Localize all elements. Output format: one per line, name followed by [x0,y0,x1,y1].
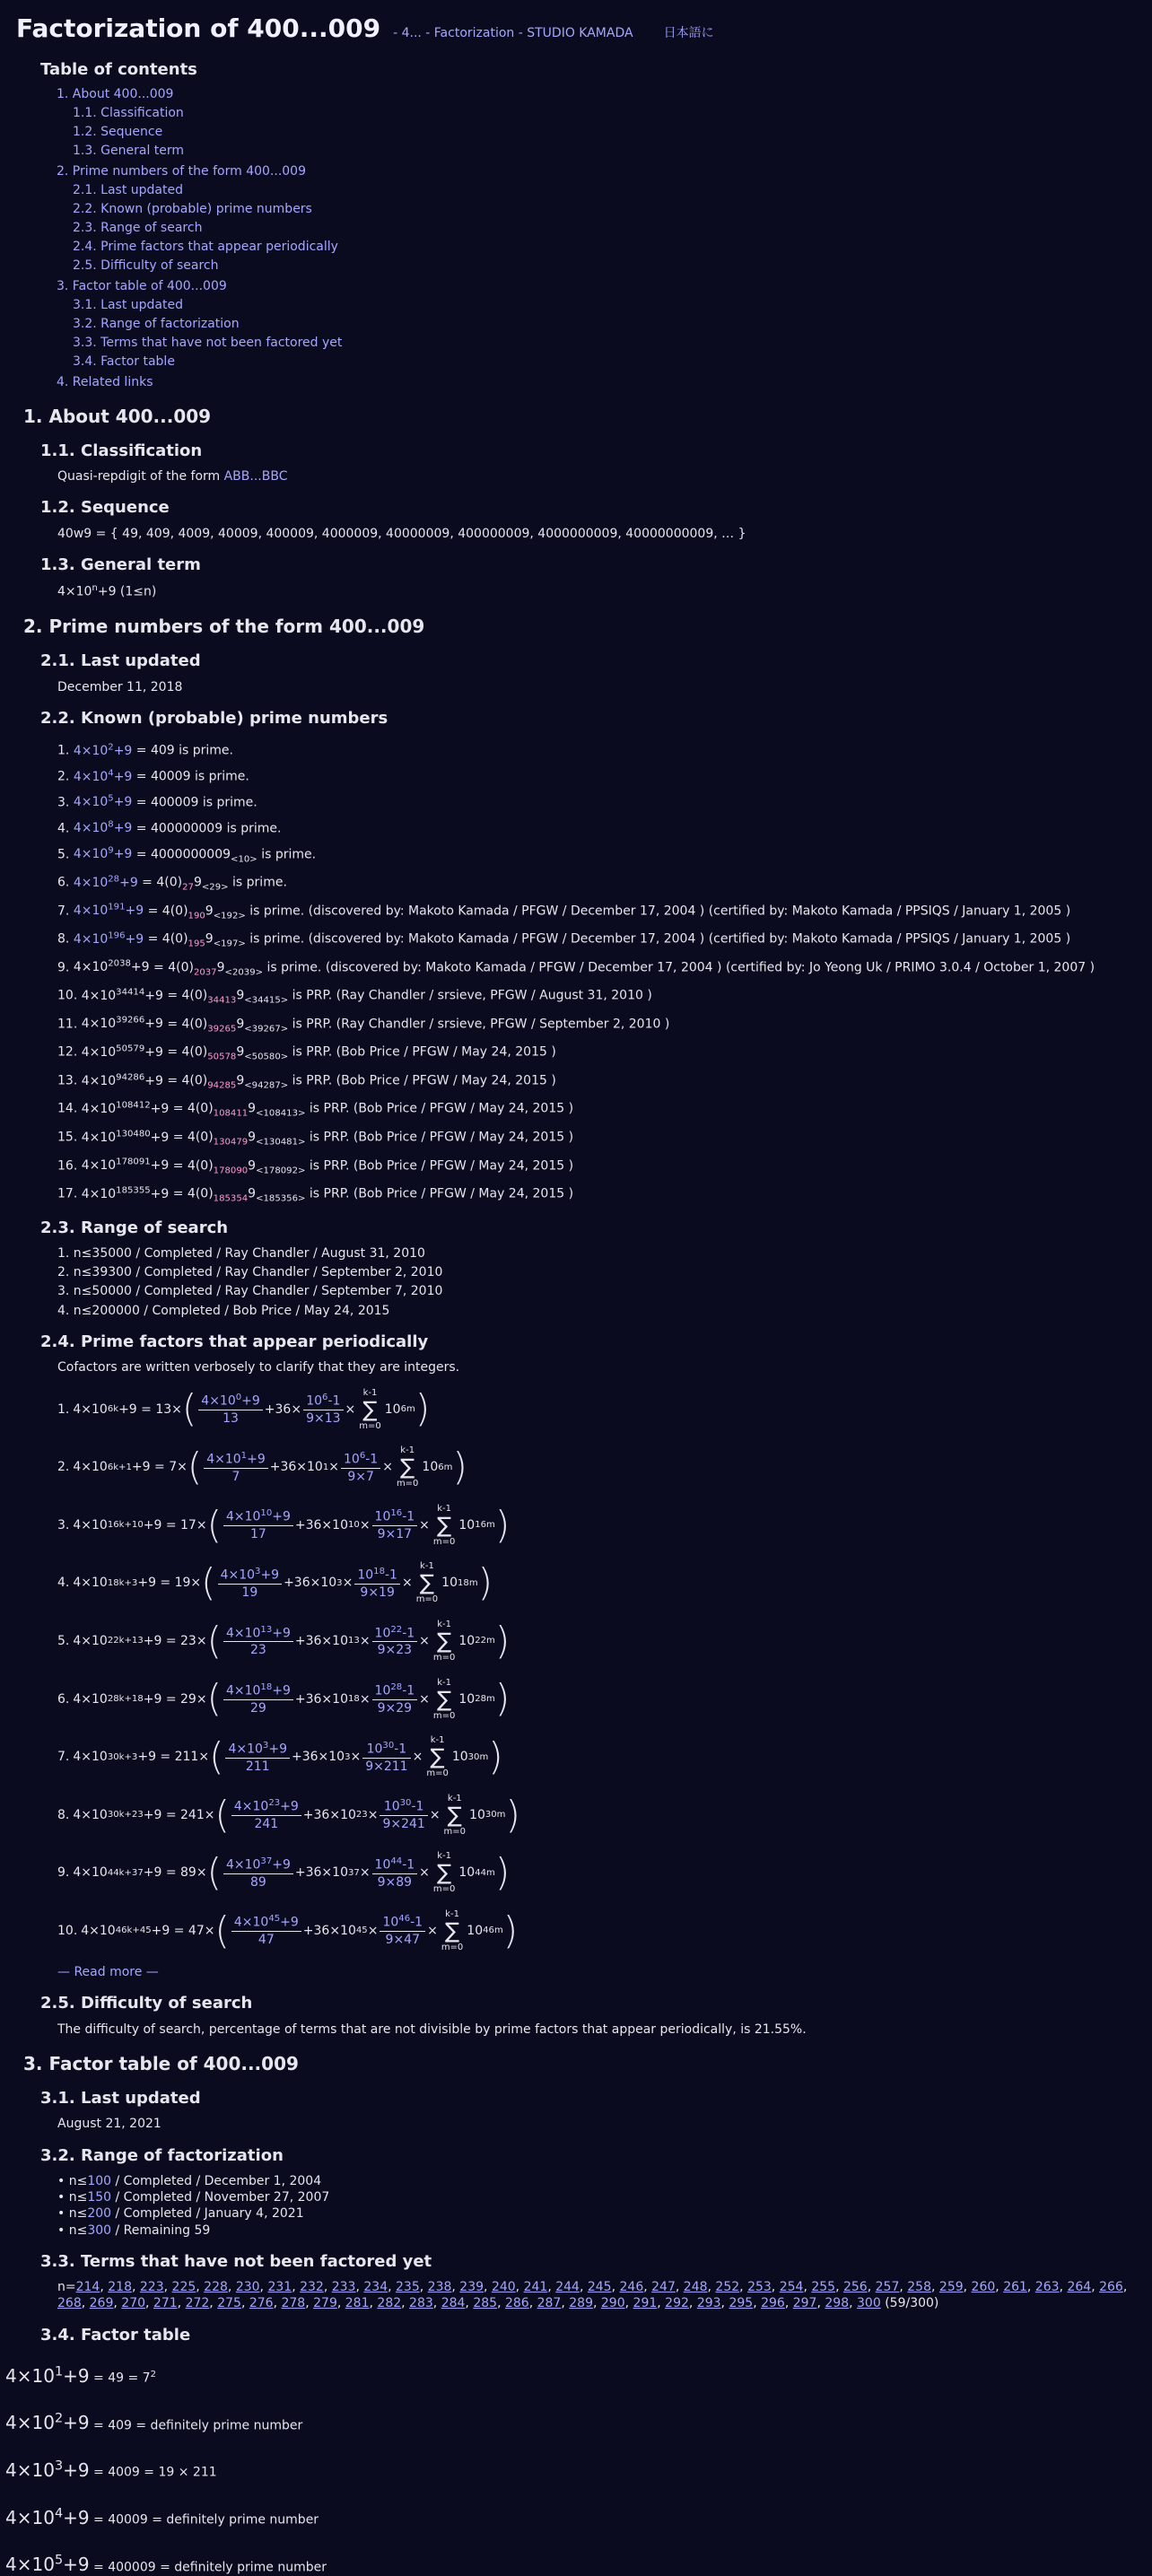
section-title: 3. Factor table of 400...009 [23,2053,299,2075]
last-updated-date: December 11, 2018 [57,679,183,694]
unfactored-term-link[interactable]: 258 [907,2280,931,2295]
close-paren: ) [505,1792,520,1837]
fraction[interactable]: $\frac{10^{30}-1}{9\times 241}$ [380,1797,427,1832]
page-header [0,0,1152,50]
unfactored-term-link[interactable]: 218 [108,2280,132,2295]
unfactored-term-link[interactable]: 297 [792,2296,817,2311]
digit-count: <197> [213,939,246,949]
list-item: 2. $4\times 10^4+9 = 40009$ is prime. [57,767,249,784]
search-range-list [57,1245,1152,1319]
unfactored-term-link[interactable]: 269 [89,2296,114,2311]
last-updated-date: August 21, 2021 [57,2117,161,2132]
fraction[interactable]: $\frac{10^{22}-1}{9\times 23}$ [372,1624,418,1659]
classification-link[interactable]: ABB...BBC [223,469,288,485]
unfactored-term-link[interactable]: 246 [619,2280,644,2295]
zero-count: 34413 [207,995,237,1006]
digit-count: <10> [231,853,257,864]
zero-count: 39265 [207,1024,237,1035]
toc-item-link[interactable]: 3.1. Last updated [73,297,183,312]
prime-expression: $4\times 10^{34414}+9$ [81,987,163,1003]
digit-count: <2039> [224,967,264,978]
unfactored-term-link[interactable]: 285 [473,2296,498,2311]
fraction[interactable]: $\frac{10^{46}-1}{9\times 47}$ [380,1913,425,1948]
list-item: 11. $4\times 10^{39266}+9 = 4(0)_{39265}9_{<39267>}$ is PRP. (Ray Chandler / srsieve, PFGW / September 2, 2010 ) [57,1015,670,1035]
sigma-symbol: k-1 ∑ m=0 [432,1677,456,1721]
unfactored-term-link[interactable]: 275 [217,2296,241,2311]
list-item: 15. $4\times 10^{130480}+9 = 4(0)_{130479}9_{<130481>}$ is PRP. (Bob Price / PFGW / May 24, 2015 ) [57,1128,574,1148]
range-link[interactable]: 300 [87,2222,112,2238]
prime-expression[interactable]: $4\times 10^2+9$ [73,742,133,758]
zero-count: 2037 [193,967,217,978]
zero-count: 50578 [207,1052,237,1062]
section-title: 1. About 400...009 [23,405,212,427]
open-paren: ( [201,1560,216,1605]
periodic-factor: 9. 4×10 44k+37 +9 = 89× ( $\frac{4\times 10^{37}+9}{89}$ +36×10 37 × $\frac{10^{44}-1}{9\times 89}$ × k-1 ∑ m=0 10 44m ) [57,1848,1152,1898]
fraction[interactable]: $\frac{4\times 10^{23}+9}{241}$ [231,1797,301,1832]
unfactored-term-link[interactable]: 232 [300,2280,324,2295]
unfactored-term-link[interactable]: 248 [683,2280,708,2295]
list-item: 5. $4\times 10^9+9 = 4000000009_{<10>}$ is prime. [57,845,317,864]
known-primes-list [57,741,1152,1204]
unfactored-term-link[interactable]: 261 [1003,2280,1027,2295]
general-term: $4\times 10^n+9$ (1≤n) [57,583,157,599]
periodic-factor: 2. 4×10 6k+1 +9 = 7× ( $\frac{4\times 10^1+9}{7}$ +36×10 1 × $\frac{10^6-1}{9\times 7}$ × k-1 ∑ m=0 10 6m ) [57,1443,1152,1492]
unfactored-term-link[interactable]: 296 [761,2296,785,2311]
digit-count: <185356> [256,1193,306,1204]
prime-expression: $4\times 10^{94286}+9$ [81,1071,163,1088]
sigma-symbol: k-1 ∑ m=0 [443,1793,467,1837]
unfactored-term-link[interactable]: 228 [204,2280,228,2295]
list-item: • n≤200 / Completed / January 4, 2021 [57,2206,304,2222]
unfactored-term-link[interactable]: 278 [281,2296,306,2311]
unfactored-term-link[interactable]: 256 [842,2280,868,2295]
section-title: 2. Prime numbers of the form 400...009 [23,616,425,638]
list-item: • n≤300 / Remaining 59 [57,2222,211,2238]
fraction[interactable]: $\frac{4\times 10^{37}+9}{89}$ [223,1856,293,1891]
periodic-factor: 3. 4×10 16k+10 +9 = 17× ( $\frac{4\times 10^{10}+9}{17}$ +36×10 10 × $\frac{10^{16}-1}{9\times 17}$ × k-1 ∑ m=0 10 16m ) [57,1501,1152,1550]
prime-expression[interactable]: $4\times 10^5+9$ [73,793,133,810]
subsection-title: 2.3. Range of search [40,1218,229,1237]
fraction[interactable]: $\frac{4\times 10^3+9}{19}$ [218,1566,283,1601]
sigma-symbol: k-1 ∑ m=0 [432,1503,456,1547]
zero-count: 195 [188,939,205,949]
sigma-symbol: k-1 ∑ m=0 [359,1387,381,1431]
fraction[interactable]: $\frac{4\times 10^{10}+9}{17}$ [223,1507,293,1542]
unfactored-term-link[interactable]: 233 [331,2280,356,2295]
list-item: 17. $4\times 10^{185355}+9 = 4(0)_{185354}9_{<185356>}$ is PRP. (Bob Price / PFGW / May 24, 2015 ) [57,1185,574,1204]
prime-expression: $4\times 10^{108412}+9$ [81,1100,170,1117]
section-factor-table [0,2052,1152,2576]
digit-count: <108413> [256,1108,306,1119]
zero-count: 178090 [213,1165,249,1175]
unfactored-term-link[interactable]: 289 [569,2296,593,2311]
list-item: 3. $4\times 10^5+9 = 400009$ is prime. [57,793,257,810]
list-item: 9. $4\times 10^{2038}+9 = 4(0)_{2037}9_{<2039>}$ is prime. (discovered by: Makoto Kamada / PFGW / December 17, 2004 ) (certified by: Jo Yeong Uk / PRIMO 3.0.4 / October 1, 2007 ) [57,958,1095,978]
unfactored-term-link[interactable]: 287 [537,2296,562,2311]
fraction[interactable]: $\frac{4\times 10^1+9}{7}$ [204,1450,268,1485]
list-item: 7. $4\times 10^{191}+9 = 4(0)_{190}9_{<192>}$ is prime. (discovered by: Makoto Kamada / PFGW / December 17, 2004 ) (certified by: Makoto Kamada / PPSIQS / January 1, 2005 ) [57,902,1071,921]
unfactored-term-link[interactable]: 239 [459,2280,484,2295]
factorization-range-list [57,2173,1152,2239]
zero-count: 27 [182,882,194,893]
prime-expression: $4\times 10^{178091}+9$ [81,1157,170,1174]
periodic-factor: 10. 4×10 46k+45 +9 = 47× ( $\frac{4\times 10^{45}+9}{47}$ +36×10 45 × $\frac{10^{46}-1}{9\times 47}$ × k-1 ∑ m=0 10 46m ) [57,1907,1152,1956]
open-paren: ( [214,1792,230,1837]
close-paren: ) [494,1850,511,1895]
range-link[interactable]: 200 [87,2206,112,2222]
toc-item-link[interactable]: 2.1. Last updated [73,182,183,197]
factor-row: $4\times 10^3+9 = 4009 = 19 \times 211$ [5,2458,217,2481]
toc-item-link[interactable]: 3.3. Terms that have not been factored yet [73,336,343,351]
subsection-title: 1.3. General term [40,554,201,574]
unfactored-term-link[interactable]: 238 [427,2280,452,2295]
factor-term: $4\times 10^5+9$ [5,2553,90,2576]
unfactored-term-link[interactable]: 271 [153,2296,178,2311]
difficulty-text: The difficulty of search, percentage of terms that are not divisible by prime factors that appear periodically, is 21.55%. [57,2022,807,2037]
prime-expression[interactable]: $4\times 10^4+9$ [73,767,133,784]
unfactored-term-link[interactable]: 241 [523,2280,548,2295]
close-paren: ) [452,1444,467,1489]
open-paren: ( [206,1618,222,1663]
digit-count: <178092> [256,1165,306,1175]
prime-expression[interactable]: $4\times 10^{196}+9$ [73,930,144,947]
subsection-title: 2.1. Last updated [40,651,201,671]
unfactored-term-link[interactable]: 282 [377,2296,402,2311]
open-paren: ( [206,1676,222,1721]
unfactored-term-link[interactable]: 268 [57,2296,82,2311]
toc-section-link[interactable]: 4. Related links [57,374,153,389]
sigma-symbol: k-1 ∑ m=0 [396,1445,419,1489]
list-item: 4. n≤200000 / Completed / Bob Price / May 24, 2015 [57,1303,390,1318]
unfactored-term-link[interactable]: 231 [267,2280,292,2295]
page-subtitle-link[interactable]: - 4... - Factorization - STUDIO KAMADA [393,26,633,40]
prime-expression: $4\times 10^{2038}+9$ [73,958,150,975]
close-paren: ) [477,1560,493,1605]
zero-count: 190 [188,911,205,921]
zero-count: 185354 [213,1193,249,1204]
factor-term: $4\times 10^2+9$ [5,2411,90,2434]
zero-count: 130479 [213,1137,249,1148]
list-item: 13. $4\times 10^{94286}+9 = 4(0)_{94285}9_{<94287>}$ is PRP. (Bob Price / PFGW / May 24, 2015 ) [57,1071,556,1091]
close-paren: ) [494,1502,511,1547]
open-paren: ( [206,1502,222,1547]
open-paren: ( [181,1386,197,1431]
unfactored-term-link[interactable]: 260 [971,2280,996,2295]
unfactored-term-link[interactable]: 293 [696,2296,721,2311]
fraction[interactable]: $\frac{10^{16}-1}{9\times 17}$ [372,1507,418,1542]
fraction[interactable]: $\frac{10^{18}-1}{9\times 19}$ [354,1566,400,1601]
unfactored-term-link[interactable]: 272 [185,2296,210,2311]
unfactored-term-link[interactable]: 276 [249,2296,274,2311]
fraction[interactable]: $\frac{10^{28}-1}{9\times 29}$ [372,1681,418,1716]
sigma-symbol: k-1 ∑ m=0 [426,1735,449,1779]
periodic-factor: 5. 4×10 22k+13 +9 = 23× ( $\frac{4\times 10^{13}+9}{23}$ +36×10 13 × $\frac{10^{22}-1}{9\times 23}$ × k-1 ∑ m=0 10 22m ) [57,1617,1152,1666]
classification-text: Quasi-repdigit of the form ABB...BBC [57,469,288,485]
close-paren: ) [415,1386,431,1431]
toc-item-link[interactable]: 2.2. Known (probable) prime numbers [73,201,312,216]
subsection-title: 2.5. Difficulty of search [40,1994,253,2013]
subsection-title: 2.4. Prime factors that appear periodically [40,1332,429,1351]
prime-expression[interactable]: $4\times 10^8+9$ [73,819,133,836]
factor-row: $4\times 10^4+9 = 40009$ = definitely prime number [5,2505,319,2528]
periodic-note: Cofactors are written verbosely to clarify that they are integers. [57,1360,460,1375]
read-more-link[interactable]: — Read more — [57,1965,159,1980]
digit-count: <94287> [244,1080,289,1091]
list-item: 1. n≤35000 / Completed / Ray Chandler / August 31, 2010 [57,1246,425,1262]
fraction[interactable]: $\frac{4\times 10^{18}+9}{29}$ [223,1681,293,1716]
toc-item-link[interactable]: 1.1. Classification [73,105,184,120]
unfactored-term-link[interactable]: 254 [779,2280,804,2295]
open-paren: ( [206,1850,222,1895]
subsection-title: 1.2. Sequence [40,498,170,518]
prime-expression: $4\times 10^{130480}+9$ [81,1128,170,1145]
list-item: 3. n≤50000 / Completed / Ray Chandler / September 7, 2010 [57,1284,443,1299]
unfactored-term-link[interactable]: 298 [825,2296,850,2311]
unfactored-term-link[interactable]: 283 [409,2296,433,2311]
unfactored-term-link[interactable]: 235 [396,2280,420,2295]
subsection-title: 3.1. Last updated [40,2089,201,2109]
toc-item-link[interactable]: 2.4. Prime factors that appear periodically [73,240,338,255]
page-title: Factorization of 400...009 [16,13,381,43]
sigma-symbol: k-1 ∑ m=0 [432,1620,456,1663]
sigma-symbol: k-1 ∑ m=0 [432,1851,456,1895]
close-paren: ) [494,1618,511,1663]
digit-count: <29> [201,882,229,893]
sigma-symbol: k-1 ∑ m=0 [415,1561,439,1605]
close-paren: ) [502,1908,519,1952]
prime-expression: $4\times 10^{39266}+9$ [81,1015,163,1032]
open-paren: ( [214,1908,230,1952]
fraction[interactable]: $\frac{10^6-1}{9\times 7}$ [341,1450,380,1485]
periodic-factor: 8. 4×10 30k+23 +9 = 241× ( $\frac{4\times 10^{23}+9}{241}$ +36×10 23 × $\frac{10^{30}-1}{9\times 241}$ × k-1 ∑ m=0 10 30m ) [57,1791,1152,1840]
close-paren: ) [488,1733,503,1778]
fraction[interactable]: $\frac{4\times 10^{45}+9}{47}$ [231,1913,301,1948]
list-item: 10. $4\times 10^{34414}+9 = 4(0)_{34413}9_{<34415>}$ is PRP. (Ray Chandler / srsieve, PFGW / August 31, 2010 ) [57,987,652,1006]
prime-expression: $4\times 10^{50579}+9$ [81,1043,163,1060]
factor-row: $4\times 10^2+9 = 409$ = definitely prime number [5,2411,303,2434]
toc-item-link[interactable]: 1.3. General term [73,144,185,159]
unfactored-term-link[interactable]: 240 [491,2280,516,2295]
factor-term: $4\times 10^1+9$ [5,2363,90,2387]
factor-term: $4\times 10^4+9$ [5,2505,90,2528]
subsection-title: 2.2. Known (probable) prime numbers [40,708,388,728]
list-item: 6. $4\times 10^{28}+9 = 4(0)_{27}9_{<29>}$ is prime. [57,874,287,893]
unfactored-term-link[interactable]: 247 [651,2280,676,2295]
fraction[interactable]: $\frac{10^6-1}{9\times 13}$ [303,1392,343,1427]
unfactored-term-link[interactable]: 252 [715,2280,740,2295]
list-item: 12. $4\times 10^{50579}+9 = 4(0)_{50578}9_{<50580>}$ is PRP. (Bob Price / PFGW / May 24, 2015 ) [57,1043,556,1062]
fraction[interactable]: $\frac{10^{30}-1}{9\times 211}$ [362,1740,410,1775]
digit-count: <192> [213,911,246,921]
unfactored-term-link[interactable]: 279 [313,2296,337,2311]
close-paren: ) [494,1676,511,1721]
digit-count: <34415> [244,995,289,1006]
unfactored-term-link[interactable]: 244 [555,2280,580,2295]
list-item: 14. $4\times 10^{108412}+9 = 4(0)_{108411}9_{<108413>}$ is PRP. (Bob Price / PFGW / May 24, 2015 ) [57,1100,574,1119]
unfactored-term-link[interactable]: 266 [1099,2280,1123,2295]
periodic-factor: 7. 4×10 30k+3 +9 = 211× ( $\frac{4\times 10^3+9}{211}$ +36×10 3 × $\frac{10^{30}-1}{9\times 211}$ × k-1 ∑ m=0 10 30m ) [57,1733,1152,1782]
list-item: 8. $4\times 10^{196}+9 = 4(0)_{195}9_{<197>}$ is prime. (discovered by: Makoto Kamada / PFGW / December 17, 2004 ) (certified by: Makoto Kamada / PPSIQS / January 1, 2005 ) [57,930,1071,949]
unfactored-term-link[interactable]: 230 [235,2280,260,2295]
fraction[interactable]: $\frac{4\times 10^3+9}{211}$ [225,1740,290,1775]
toc-section-link[interactable]: 3. Factor table of 400...009 [57,278,227,293]
unfactored-term-link[interactable]: 257 [875,2280,900,2295]
unfactored-term-link[interactable]: 270 [121,2296,146,2311]
unfactored-term-link[interactable]: 255 [811,2280,836,2295]
open-paren: ( [187,1444,203,1489]
unfactored-term-link[interactable]: 223 [139,2280,164,2295]
zero-count: 108411 [213,1108,249,1119]
japanese-link[interactable]: 日本語に [663,26,714,40]
subsection-title: 1.1. Classification [40,441,203,460]
periodic-factor: 6. 4×10 28k+18 +9 = 29× ( $\frac{4\times 10^{18}+9}{29}$ +36×10 18 × $\frac{10^{28}-1}{9\times 29}$ × k-1 ∑ m=0 10 28m ) [57,1674,1152,1724]
factor-row: $4\times 10^5+9 = 400009$ = definitely prime number [5,2553,327,2576]
unfactored-term-link[interactable]: 225 [171,2280,196,2295]
prime-expression: $4\times 10^{185355}+9$ [81,1185,170,1201]
list-item: 1. $4\times 10^2+9 = 409$ is prime. [57,742,233,758]
unfactored-term-link[interactable]: 292 [665,2296,689,2311]
unfactored-term-link[interactable]: 295 [729,2296,754,2311]
digit-count: <50580> [244,1052,289,1062]
prime-expression[interactable]: $4\times 10^{28}+9$ [73,874,138,890]
unfactored-term-link[interactable]: 259 [938,2280,964,2295]
toc-section-link[interactable]: 2. Prime numbers of the form 400...009 [57,163,306,179]
table-of-contents [40,59,1152,389]
unfactored-term-link[interactable]: 245 [587,2280,612,2295]
toc-item-link[interactable]: 2.5. Difficulty of search [73,258,219,274]
open-paren: ( [209,1733,224,1778]
section-primes [0,615,1152,2038]
toc-item-link[interactable]: 3.4. Factor table [73,354,175,370]
prime-expression[interactable]: $4\times 10^9+9$ [73,845,133,862]
periodic-factor: 1. 4×10 6k +9 = 13× ( $\frac{4\times 10^0+9}{13}$ +36× $\frac{10^6-1}{9\times 13}$ × k-1 ∑ m=0 10 6m ) [57,1384,1152,1434]
unfactored-term-link[interactable]: 291 [633,2296,658,2311]
unfactored-term-link[interactable]: 214 [75,2280,100,2295]
unfactored-term-link[interactable]: 253 [747,2280,772,2295]
periodic-factors-list [0,1384,1152,1955]
factor-table [5,2363,1152,2576]
subsection-title: 3.2. Range of factorization [40,2145,284,2165]
digit-count: <130481> [256,1137,306,1148]
list-item: 16. $4\times 10^{178091}+9 = 4(0)_{178090}9_{<178092>}$ is PRP. (Bob Price / PFGW / May 24, 2015 ) [57,1157,574,1175]
list-item: 2. n≤39300 / Completed / Ray Chandler / September 2, 2010 [57,1265,443,1280]
list-item: • n≤150 / Completed / November 27, 2007 [57,2190,330,2205]
fraction[interactable]: $\frac{10^{44}-1}{9\times 89}$ [372,1856,418,1891]
unfactored-term-link[interactable]: 264 [1067,2280,1092,2295]
zero-count: 94285 [207,1080,237,1091]
section-about [0,405,1152,600]
list-item: • n≤100 / Completed / December 1, 2004 [57,2174,322,2189]
toc-item-link[interactable]: 2.3. Range of search [73,221,203,236]
factor-row: $4\times 10^1+9 = 49 = 7^2$ [5,2363,156,2387]
unfactored-term-link[interactable]: 300 [857,2296,881,2311]
toc-item-link[interactable]: 1.2. Sequence [73,125,163,140]
toc-title: Table of contents [40,60,197,80]
fraction[interactable]: $\frac{4\times 10^{13}+9}{23}$ [223,1624,293,1659]
subsection-title: 3.3. Terms that have not been factored yet [40,2251,432,2271]
unfactored-term-link[interactable]: 234 [363,2280,388,2295]
unfactored-term-link[interactable]: 263 [1034,2280,1060,2295]
unfactored-term-link[interactable]: 286 [504,2296,529,2311]
sequence-text: 40w9 = { 49, 409, 4009, 40009, 400009, 4000009, 40000009, 400000009, 4000000009, 40000000009, … } [57,526,746,541]
factor-term: $4\times 10^3+9$ [5,2458,90,2481]
toc-section-link[interactable]: 1. About 400...009 [57,86,174,101]
sigma-symbol: k-1 ∑ m=0 [441,1908,464,1952]
range-link[interactable]: 150 [87,2190,112,2205]
periodic-factor: 4. 4×10 18k+3 +9 = 19× ( $\frac{4\times 10^3+9}{19}$ +36×10 3 × $\frac{10^{18}-1}{9\times 19}$ × k-1 ∑ m=0 10 18m ) [57,1559,1152,1608]
fraction[interactable]: $\frac{4\times 10^0+9}{13}$ [198,1392,263,1427]
unfactored-term-link[interactable]: 290 [600,2296,625,2311]
subsection-title: 3.4. Factor table [40,2325,191,2345]
prime-expression[interactable]: $4\times 10^{191}+9$ [73,902,144,919]
unfactored-terms: n=214, 218, 223, 225, 228, 230, 231, 232, 233, 234, 235, 238, 239, 240, 241, 244, 245, 246, 247, 248, 252, 253, 254, 255, 256, 257, 258, 259, 260, 261, 263, 264, 266, 268, 269, 270, 271, 272, 275, 276, 278, 279, 281, 282, 283, 284, 285, 286, 287, 289, 290, 291, 292, 293, 295, 296, 297, 298, 300 (59/300) [57,2280,1128,2311]
range-link[interactable]: 100 [87,2174,112,2189]
digit-count: <39267> [244,1024,289,1035]
unfactored-term-link[interactable]: 284 [441,2296,466,2311]
unfactored-term-link[interactable]: 281 [345,2296,370,2311]
list-item: 4. $4\times 10^8+9 = 400000009$ is prime. [57,819,282,836]
toc-item-link[interactable]: 3.2. Range of factorization [73,317,240,332]
